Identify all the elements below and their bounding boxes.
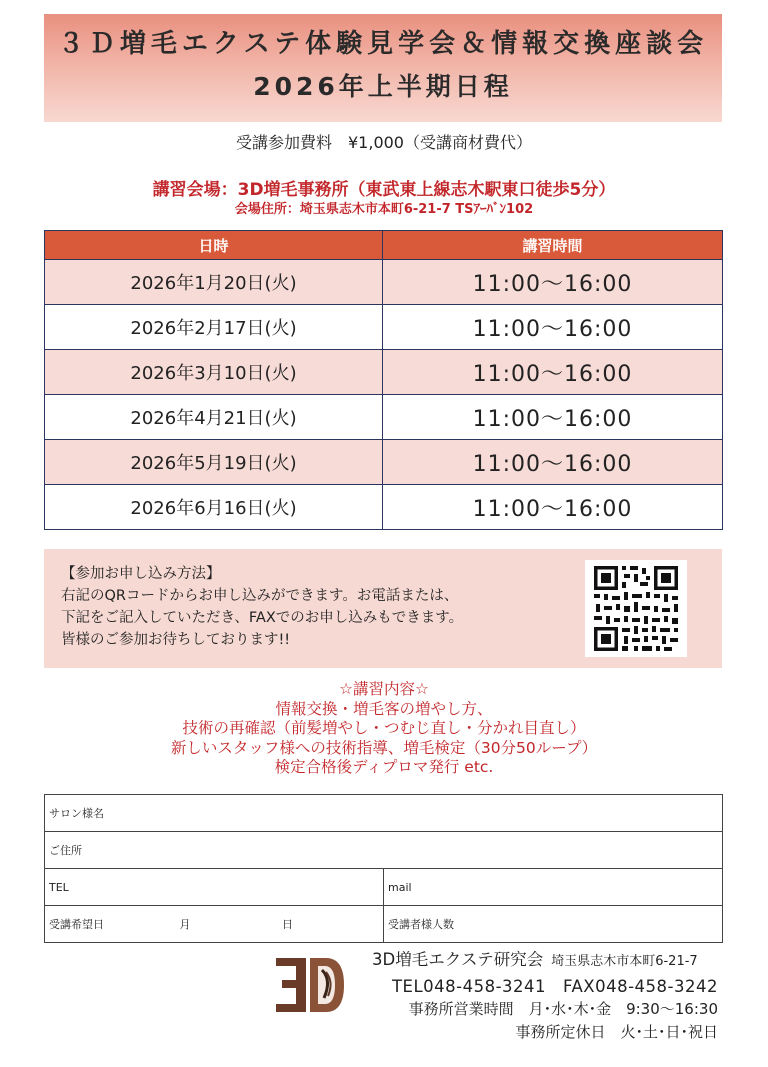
application-line: 皆様のご参加お待ちしております!! (61, 632, 291, 648)
address-label: ご住所 (49, 844, 82, 857)
schedule-header-row (45, 231, 723, 260)
schedule-time: 11:00～16:00 (383, 440, 723, 485)
qr-code-icon[interactable] (585, 560, 687, 657)
schedule-time: 11:00～16:00 (383, 350, 723, 395)
title-banner (44, 14, 722, 122)
schedule-date: 2026年5月19日(火) (45, 440, 383, 485)
address-field[interactable] (45, 832, 723, 869)
salon-name-field[interactable] (45, 795, 723, 832)
application-text (61, 563, 463, 651)
table-row (45, 305, 723, 350)
schedule-time: 11:00～16:00 (383, 485, 723, 530)
closed-days-text: 事務所定休日 火･土･日･祝日 (515, 1023, 718, 1041)
table-row (45, 485, 723, 530)
course-content (0, 680, 768, 778)
table-row (45, 260, 723, 305)
course-content-line: 新しいスタッフ様への技術指導、増毛検定（30分50ループ） (170, 738, 598, 757)
day-label: 日 (282, 918, 293, 931)
month-label: 月 (179, 918, 191, 931)
schedule-header-time: 講習時間 (383, 231, 723, 260)
table-row (45, 440, 723, 485)
attendees-label: 受講者様人数 (388, 918, 454, 931)
mail-label: mail (388, 880, 412, 894)
attendees-field[interactable] (384, 906, 723, 943)
schedule-header-date: 日時 (45, 231, 383, 260)
tel-label: TEL (49, 880, 69, 894)
course-content-line: 情報交換・増毛客の増やし方、 (275, 699, 493, 718)
application-heading: 【参加お申し込み方法】 (61, 566, 221, 582)
course-content-heading: ☆講習内容☆ (339, 680, 429, 698)
tel-field[interactable] (45, 869, 384, 906)
application-form (44, 794, 723, 943)
organization-line (372, 946, 698, 970)
schedule-date: 2026年1月20日(火) (45, 260, 383, 305)
fee-text: 受講参加費料 ¥1,000（受講商材費代） (236, 133, 532, 152)
schedule-time: 11:00～16:00 (383, 260, 723, 305)
organization-name: 3D増毛エクステ研究会 (372, 950, 544, 969)
schedule-date: 2026年6月16日(火) (45, 485, 383, 530)
table-row (45, 395, 723, 440)
business-hours-text: 事務所営業時間 月･水･木･金 9:30～16:30 (408, 1000, 718, 1018)
application-line: 下記をご記入していただき、FAXでのお申し込みもできます。 (61, 610, 464, 626)
course-content-line: 技術の再確認（前髪増やし・つむじ直し・分かれ目直し） (182, 719, 586, 737)
schedule-date: 2026年2月17日(火) (45, 305, 383, 350)
mail-field[interactable] (384, 869, 723, 906)
schedule-time: 11:00～16:00 (383, 305, 723, 350)
course-content-line: 検定合格後ディプロマ発行 etc. (274, 758, 494, 776)
organization-address: 埼玉県志木市本町6-21-7 (551, 954, 698, 969)
salon-name-label: サロン様名 (49, 807, 104, 820)
schedule-table (44, 230, 723, 530)
desired-date-field[interactable] (45, 906, 384, 943)
tel-fax-text: TEL048-458-3241 FAX048-458-3242 (391, 977, 718, 996)
table-row (45, 350, 723, 395)
application-box (44, 549, 722, 668)
venue-name: 講習会場：3D増毛事務所（東武東上線志木駅東口徒歩5分） (152, 180, 616, 200)
venue-address: 会場住所：埼玉県志木市本町6-21-7 TSｱｰﾊﾞﾝ102 (234, 202, 534, 217)
schedule-time: 11:00～16:00 (383, 395, 723, 440)
page-title: ３Ｄ増毛エクステ体験見学会＆情報交換座談会 (57, 29, 709, 59)
schedule-date: 2026年4月21日(火) (45, 395, 383, 440)
schedule-date: 2026年3月10日(火) (45, 350, 383, 395)
3d-logo-icon (272, 950, 348, 1022)
application-line: 右記のQRコードからお申し込みができます。お電話または、 (61, 588, 459, 604)
desired-date-label: 受講希望日 (49, 918, 104, 931)
page-subtitle: 2026年上半期日程 (253, 72, 513, 101)
